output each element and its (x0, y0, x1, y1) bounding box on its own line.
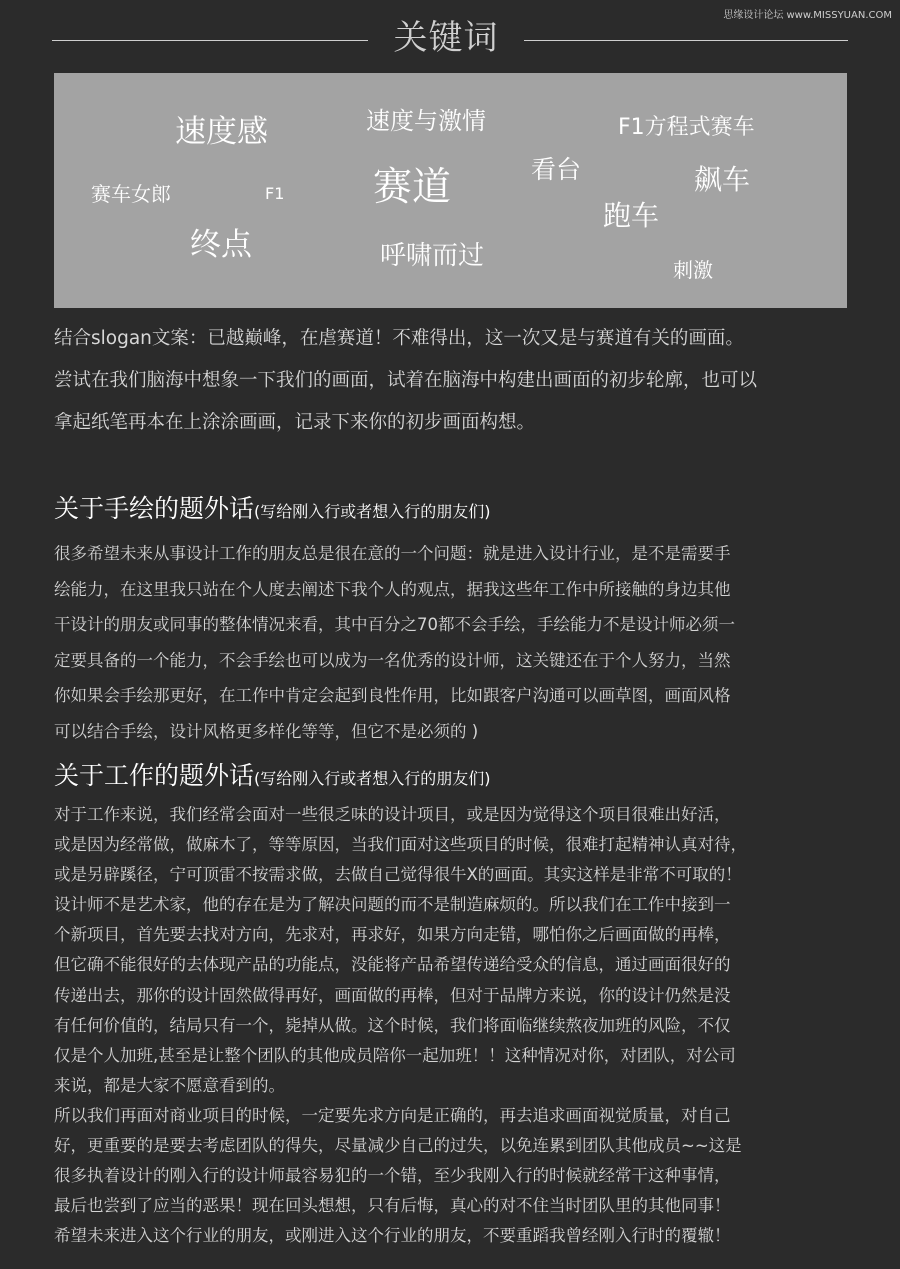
body-line: 定要具备的一个能力，不会手绘也可以成为一名优秀的设计师，这关键还在于个人努力，当然 (54, 650, 731, 670)
keyword: 速度感 (175, 114, 268, 150)
body-line: 或是另辟蹊径，宁可顶雷不按需求做，去做自己觉得很牛X的画面。其实这样是非常不可取的！ (54, 865, 742, 885)
body-line: 干设计的朋友或同事的整体情况来看，其中百分之70都不会手绘，手绘能力不是设计师必须一 (54, 615, 735, 635)
body-line: 很多执着设计的刚入行的设计师最容易犯的一个错，至少我刚入行的时候就经常干这种事情， (54, 1166, 731, 1186)
keywords-header (52, 14, 848, 66)
intro-line: 结合slogan文案：已越巅峰，在虐赛道！不难得出，这一次又是与赛道有关的画面。 (54, 328, 744, 349)
watermark: 思缘设计论坛 www.MISSYUAN.COM (723, 10, 892, 21)
body-line: 但它确不能很好的去体现产品的功能点，没能将产品希望传递给受众的信息，通过画面很好的 (54, 955, 731, 975)
body-line: 希望未来进入这个行业的朋友，或刚进入这个行业的朋友，不要重蹈我曾经刚入行时的覆辙！ (54, 1226, 731, 1246)
page-title: 关键词 (393, 18, 499, 58)
section-title: 关于工作的题外话 (54, 761, 255, 790)
keyword: F1 (265, 184, 285, 203)
header-divider-left (52, 40, 368, 41)
keyword: 看台 (531, 155, 582, 184)
body-line: 来说，都是大家不愿意看到的。 (54, 1075, 285, 1095)
keyword: 跑车 (603, 199, 660, 232)
keyword: 赛车女郎 (91, 182, 171, 206)
body-line: 设计师不是艺术家，他的存在是为了解决问题的而不是制造麻烦的。所以我们在工作中接到一 (54, 895, 731, 915)
section-work-heading (54, 760, 491, 795)
body-line: 仅是个人加班,甚至是让整个团队的其他成员陪你一起加班！！这种情况对你，对团队，对公司 (54, 1045, 736, 1065)
body-line: 传递出去，那你的设计固然做得再好，画面做的再棒，但对于品牌方来说，你的设计仍然是没 (54, 985, 731, 1005)
keyword-cloud (54, 73, 847, 308)
keyword: 速度与激情 (366, 107, 486, 135)
body-line: 绘能力，在这里我只站在个人度去阐述下我个人的观点，据我这些年工作中所接触的身边其他 (54, 579, 731, 599)
section-title: 关于手绘的题外话 (54, 494, 255, 523)
body-line: 最后也尝到了应当的恶果！现在回头想想，只有后悔，真心的对不住当时团队里的其他同事！ (54, 1196, 731, 1216)
section-subtitle: (写给刚入行或者想入行的朋友们) (254, 769, 491, 788)
body-line: 对于工作来说，我们经常会面对一些很乏味的设计项目，或是因为觉得这个项目很难出好活， (54, 805, 731, 824)
body-line: 很多希望未来从事设计工作的朋友总是很在意的一个问题：就是进入设计行业，是不是需要手 (54, 544, 731, 563)
body-line: 你如果会手绘那更好，在工作中肯定会起到良性作用，比如跟客户沟通可以画草图，画面风格 (54, 686, 731, 706)
section-hand-drawing-heading (54, 493, 491, 528)
body-line: 好，更重要的是要去考虑团队的得失，尽量减少自己的过失，以免连累到团队其他成员~~这是 (54, 1136, 742, 1156)
intro-line: 拿起纸笔再本在上涂涂画画，记录下来你的初步画面构想。 (54, 412, 536, 433)
keyword: 刺激 (673, 258, 713, 282)
section-subtitle: (写给刚入行或者想入行的朋友们) (254, 502, 491, 521)
body-line: 所以我们再面对商业项目的时候，一定要先求方向是正确的，再去追求画面视觉质量，对自己 (54, 1105, 731, 1125)
intro-paragraph (54, 318, 874, 444)
keyword: F1方程式赛车 (618, 115, 755, 140)
keyword: 飙车 (694, 163, 751, 196)
body-line: 或是因为经常做，做麻木了，等等原因，当我们面对这些项目的时候，很难打起精神认真对待， (54, 835, 747, 855)
keyword: 赛道 (373, 165, 452, 210)
keyword: 呼啸而过 (380, 241, 485, 271)
header-divider-right (524, 40, 848, 41)
section-hand-drawing-body (54, 536, 884, 750)
body-line: 个新项目，首先要去找对方向，先求对，再求好，如果方向走错，哪怕你之后画面做的再棒， (54, 925, 731, 945)
intro-line: 尝试在我们脑海中想象一下我们的画面，试着在脑海中构建出画面的初步轮廓，也可以 (54, 370, 758, 391)
keyword: 终点 (190, 227, 252, 263)
section-work-body (54, 800, 884, 1251)
body-line: 可以结合手绘，设计风格更多样化等等，但它不是必须的 ) (54, 721, 479, 741)
body-line: 有任何价值的，结局只有一个，毙掉从做。这个时候，我们将面临继续熬夜加班的风险，不仅 (54, 1015, 731, 1035)
